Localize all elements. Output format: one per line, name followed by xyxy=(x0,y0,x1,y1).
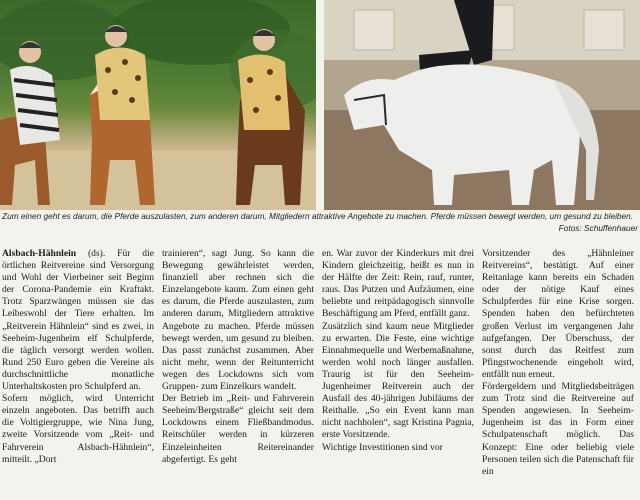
article-column-1 xyxy=(2,248,154,500)
article-column-3 xyxy=(322,248,474,500)
dateline: Alsbach-Hähnlein xyxy=(2,248,77,259)
article-paragraph xyxy=(2,248,154,393)
article-paragraph: trainieren“, sagt Jung. So kann die Bewegung gewährleistet werden, finanziell aber rechnen sich die Einzelangebote kaum. Zum einen geht es darum, die Pferde auszulasten, zum anderen darum, Mitgliedern attraktive Angebote zu machen. Pferde müssen bewegt werden, um gesund zu bleiben. Das passt zunächst zusammen. Aber nicht mehr, wenn der Reitunterricht wegen des Lockdowns sich vom Gruppen- zum Einzelkurs wandelt. xyxy=(162,248,314,393)
photo-riders-costumes xyxy=(0,0,316,210)
article-paragraph: Fördergeldern und Mitgliedsbeiträgen zum Trotz sind die Reitvereine auf Spenden angewiesen. In Seeheim-Jugenheim ist das in Form einer Schulpatenschaft möglich. Das Konzept: Eine oder beliebig viele Personen teilen sich die Patenschaft für ein xyxy=(482,381,634,477)
article-body xyxy=(0,248,640,500)
photo-caption xyxy=(2,211,638,233)
caption-text: Zum einen geht es darum, die Pferde auszulasten, zum anderen darum, Mitgliedern attraktive Angebote zu machen. Pferde müssen bewegt werden, um gesund zu bleiben. xyxy=(2,211,634,221)
photo-divider xyxy=(316,0,324,210)
article-column-4 xyxy=(482,248,634,500)
paragraph-text: (ds). Für die örtlichen Reitvereine sind Versorgung und Wohl der Vierbeiner seit Beginn der Corona-Pandemie ein Kraftakt. Trotz Sparzwängen müssen sie das Leibeswohl der Tiere erhalten. Im „Reitverein Hähnlein“ sind es zwei, in Seeheim-Jugenheim elf Schulpferde, die täglich versorgt werden wollen. Rund 250 Euro geben die Vereine als durchschnittliche monatliche Unterhaltskosten pro Schulpferd an. xyxy=(2,248,154,393)
article-column-2 xyxy=(162,248,314,500)
article-paragraph: en. War zuvor der Kinderkurs mit drei Kindern gleichzeitig, heißt es nun in der Hälfte der Zeit: Rein, rauf, runter, raus. Das Putzen und Aufzäumen, eine beliebte und reitpädagogisch sinnvolle Beschäftigung am Pferd, entfällt ganz. xyxy=(322,248,474,320)
white-horse-illustration xyxy=(324,0,640,210)
riders-illustration xyxy=(0,0,316,210)
article-paragraph: Wichtige Investitionen sind vor xyxy=(322,441,443,453)
photo-white-horse-hall xyxy=(324,0,640,210)
article-paragraph: Sofern möglich, wird Unterricht einzeln angeboten. Das betrifft auch die Voltigiergruppe, wie Nina Jung, zweite Vorsitzende vom „Reit- und Fahrverein Alsbach-Hähnlein“, mitteilt. „Dort xyxy=(2,393,154,465)
article-paragraph: Zusätzlich sind kaum neue Mitglieder zu erwarten. Die Feste, eine wichtige Einnahmequelle und Werbemaßnahme, werden wohl noch länger ausfallen. Traurig ist für den Seeheim-Jugenheimer Reitverein auch der Ausfall des 40-jährigen Jubiläums der Reithalle. „So ein Event kann man nicht nachholen“, sagt Kristina Pagnia, erste Vorsitzende. xyxy=(322,320,474,441)
article-paragraph: Vorsitzender des „Hähnleiner Reitvereins“, bestätigt. Auf einer Reitanlage kann bereits ein Schaden oder der nötige Kauf eines Schulpferdes für eine Krise sorgen. Spenden haben den befürchteten großen Verlust im vergangenen Jahr aufgefangen. Der Überschuss, der sonst durch das Reitfest zum Pfingstwochenende eingeholt wird, entfällt nun erneut. xyxy=(482,248,634,380)
article-paragraph: Der Betrieb im „Reit- und Fahrverein Seeheim/Bergstraße“ gleicht seit dem Lockdowns einem Fließbandmodus. Reitschüler werden in kürzeren Einzeleinheiten Reitereinander abgefertigt. Es geht xyxy=(162,393,314,465)
photo-credit: Fotos: Schuffenhauer xyxy=(558,222,638,233)
